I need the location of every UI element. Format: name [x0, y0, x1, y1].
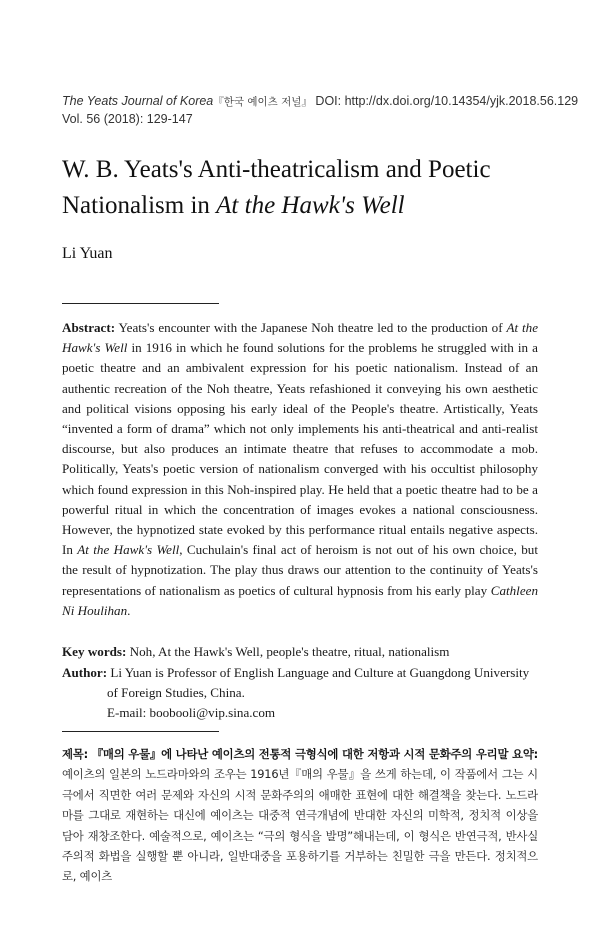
korean-summary-label: 제목: 『매의 우물』에 나타난 예이츠의 전통적 극형식에 대한 저항과 시적 문화주의 우리말 요약:: [62, 747, 539, 761]
author-info-line-1: [62, 663, 542, 683]
divider-bottom: [62, 731, 219, 732]
abstract-text-2: in 1916 in which he found solutions for the problems he struggled with in a poetic theatre and an ambivalent expression for his poetic nationalism. Instead of an authentic recreation of the Noh theatre, Yeats refashioned it conveying his own aesthetic and political visions opposing his early ideal of the People's theatre. Artistically, Yeats “invented a form of drama” which not only implements his anti-theatrical and anti-realist discourse, but also produces an intimate theatre that refuses to accommodate a mob. Politically, Yeats's poetic version of nationalism converged with his occultist philosophy which found expression in this Noh-inspired play. He held that a poetic theatre had to be a powerful ritual in which the concentration of images evokes a national consciousness. However, the hypnotized state evoked by this performance ritual entails negative aspects. In: [62, 340, 538, 558]
korean-summary-text: 예이츠의 일본의 노드라마와의 조우는 1916년『매의 우물』을 쓰게 하는데, 이 작품에서 그는 시극에서 직면한 여러 문제와 자신의 시적 문화주의의 애매한 표현에 대한 해결책을 찾는다. 노드라마를 그대로 재현하는 대신에 예이츠는 대중적 연극개념에 반대한 자신의 미학적, 정치적 이상을 담아 재창조한다. 예술적으로, 예이츠는 “극의 형식을 발명”해내는데, 이 형식은 반연극적, 반사실주의적 화법을 실행할 뿐 아니라, 일반대중을 포용하기를 거부하는 친밀한 극을 만든다. 정치적으로, 예이츠: [62, 767, 538, 884]
doi-link[interactable]: DOI: http://dx.doi.org/10.14354/yjk.2018.56.129: [311, 94, 579, 108]
author-email[interactable]: E-mail: boobooli@vip.sina.com: [107, 705, 276, 721]
abstract-label: Abstract:: [62, 320, 116, 335]
abstract-italic-3: Cathleen Ni Houlihan: [62, 582, 538, 618]
journal-header: [62, 93, 579, 128]
header-line-1: [62, 93, 579, 111]
volume-info: Vol. 56 (2018): 129-147: [62, 112, 193, 126]
author-affiliation-cont: of Foreign Studies, China.: [107, 685, 245, 701]
keywords-text: Noh, At the Hawk's Well, people's theatre, ritual, nationalism: [126, 644, 450, 659]
title-main: W. B. Yeats's Anti-theatricalism and Poetic Nationalism in: [62, 156, 491, 219]
abstract: [62, 318, 538, 621]
abstract-text-4: .: [127, 602, 131, 618]
author-name: Li Yuan: [62, 245, 113, 262]
author-info: [62, 663, 542, 724]
article-title: [62, 152, 542, 224]
author-info-label: Author:: [62, 665, 108, 680]
abstract-italic-2: At the Hawk's Well: [77, 542, 180, 558]
abstract-text-1: Yeats's encounter with the Japanese Noh theatre led to the production of: [115, 320, 507, 335]
abstract-italic-1: At the Hawk's Well: [62, 320, 539, 356]
journal-name: The Yeats Journal of Korea: [62, 94, 214, 108]
divider-top: [62, 303, 219, 304]
journal-name-korean: 『한국 예이츠 저널』: [213, 96, 312, 108]
keywords: [62, 642, 538, 662]
abstract-text-3: , Cuchulain's final act of heroism is not out of his own choice, but the result of hypnotization. The play thus draws our attention to the continuity of Yeats's representations of nationalism as poetics of cultural hypnosis from his early play: [62, 542, 538, 598]
korean-summary: [62, 744, 538, 887]
author-affiliation: Li Yuan is Professor of English Language and Culture at Guangdong University: [107, 665, 530, 680]
keywords-label: Key words:: [62, 644, 127, 659]
title-italic: At the Hawk's Well: [216, 192, 405, 219]
